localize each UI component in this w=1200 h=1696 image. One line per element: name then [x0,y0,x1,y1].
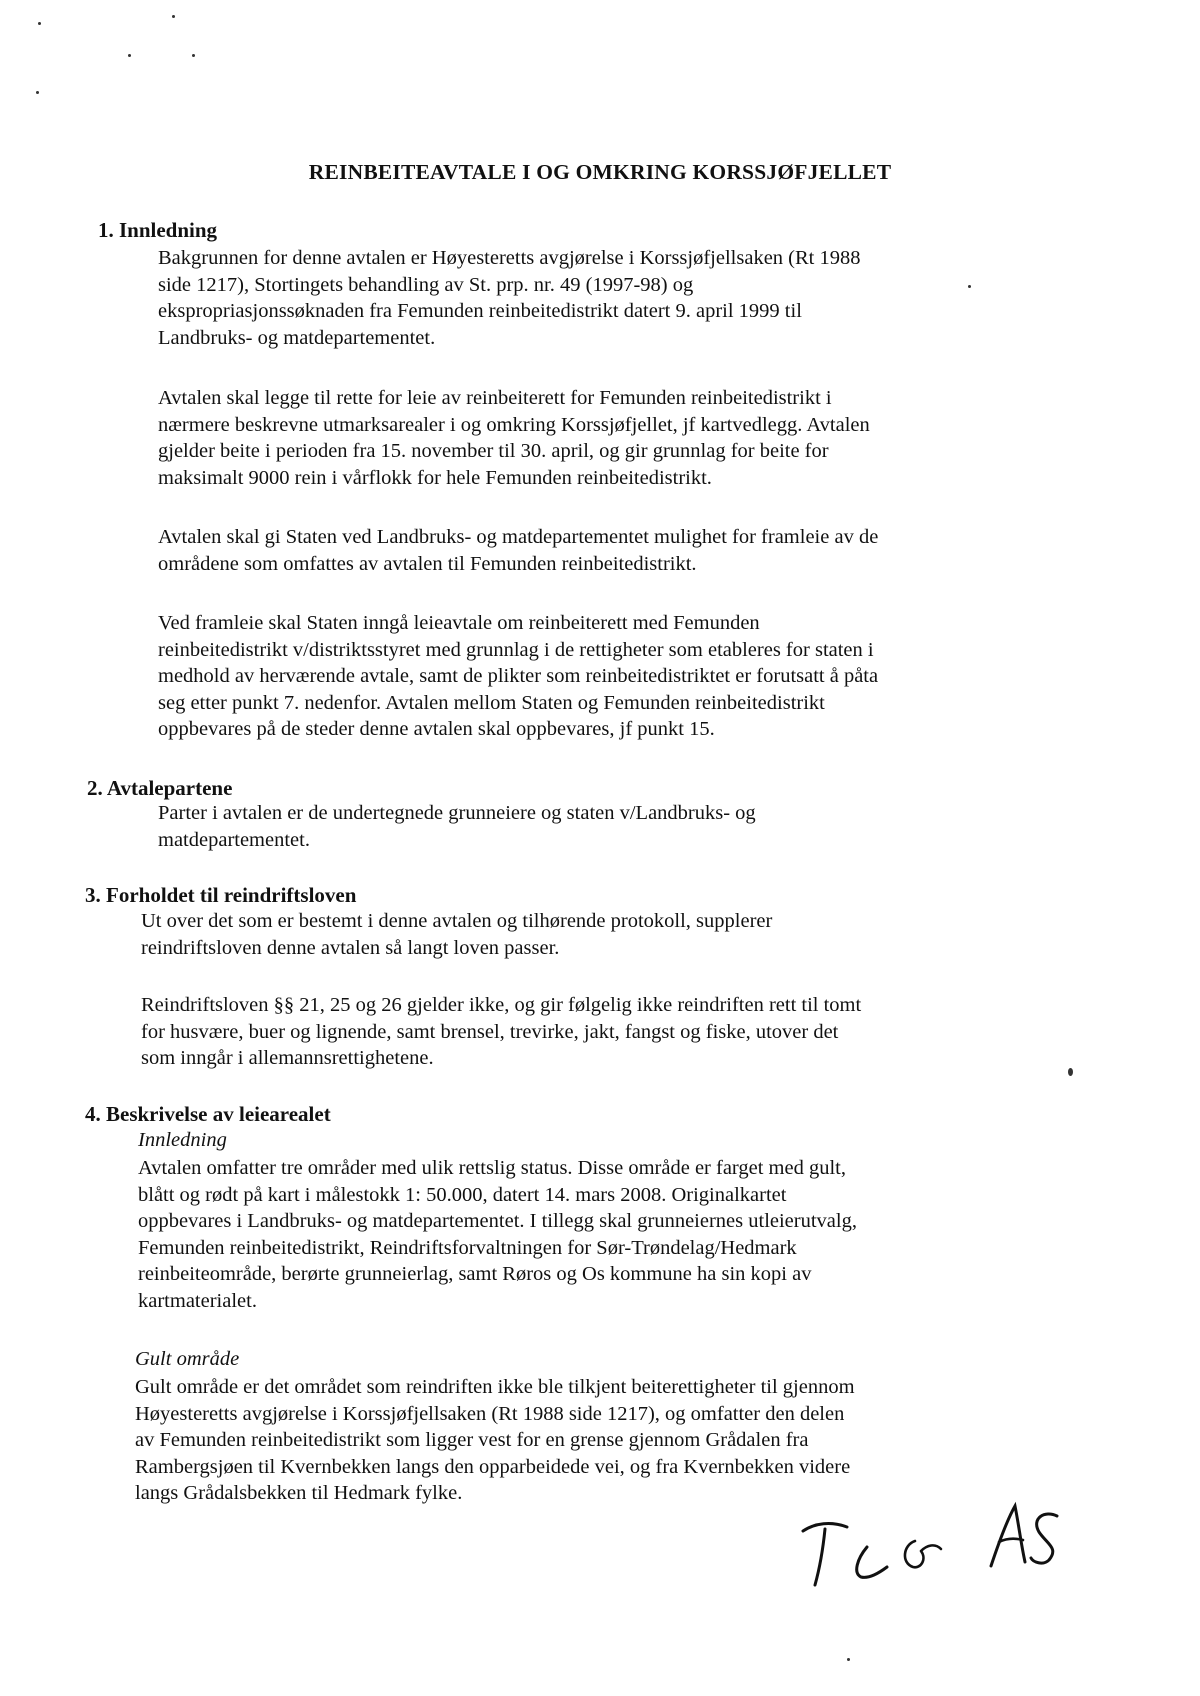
section-3-paragraph-1: Ut over det som er bestemt i denne avtalen og tilhørende protokoll, supplerer reindriftsloven denne avtalen så langt loven passer. [141,910,773,959]
scan-speck [172,15,175,18]
scan-speck [1068,1068,1073,1076]
section-2-heading: 2. Avtalepartene [87,776,233,800]
document-title: REINBEITEAVTALE I OG OMKRING KORSSJØFJELLET [308,160,892,184]
section-1-heading: 1. Innledning [98,218,218,242]
handwritten-initials-tl [795,1515,945,1595]
subsection-gult-heading: Gult område [135,1348,240,1370]
section-3-heading: 3. Forholdet til reindriftsloven [85,883,357,907]
section-1-paragraph-1: Bakgrunnen for denne avtalen er Høyesteretts avgjørelse i Korssjøfjellsaken (Rt 1988 side 1217), Stortingets behandling av St. prp. nr. 49 (1997-98) og ekspropriasjonssøknaden fra Femunden reinbeitedistrikt datert 9. april 1999 til Landbruks- og matdepartementet. [158,247,861,349]
section-4-heading: 4. Beskrivelse av leiearealet [85,1102,331,1126]
handwritten-initials-as [985,1500,1065,1580]
scan-speck [38,22,41,25]
section-3-paragraph-2: Reindriftsloven §§ 21, 25 og 26 gjelder ikke, og gir følgelig ikke reindriften rett til tomt for husvære, buer og lignende, samt brensel, trevirke, jakt, fangst og fiske, utover det som inngår i allemannsrettighetene. [141,994,862,1069]
subsection-innledning-heading: Innledning [138,1129,227,1151]
scan-speck [847,1658,850,1661]
section-1-paragraph-4: Ved framleie skal Staten inngå leieavtale om reinbeiterett med Femunden reinbeitedistrikt v/distriktsstyret med grunnlag i de rettigheter som etableres for staten i medhold av herværende avtale, samt de plikter som reinbeitedistriktet er forutsatt å påta seg etter punkt 7. nedenfor. Avtalen mellom Staten og Femunden reinbeitedistrikt oppbevares på de steder denne avtalen skal oppbevares, jf punkt 15. [158,612,879,740]
subsection-gult-text: Gult område er det området som reindriften ikke ble tilkjent beiterettigheter til gjennom Høyesteretts avgjørelse i Korssjøfjellsaken (Rt 1988 side 1217), og omfatter den delen av Femunden reinbeitedistrikt som ligger vest for en grense gjennom Grådalen fra Rambergsjøen til Kvernbekken langs den opparbeidede vei, og fra Kvernbekken videre langs Grådalsbekken til Hedmark fylke. [135,1376,855,1504]
section-1-paragraph-3: Avtalen skal gi Staten ved Landbruks- og matdepartementet mulighet for framleie av de områdene som omfattes av avtalen til Femunden reinbeitedistrikt. [158,526,879,575]
scan-speck [128,54,131,57]
section-2-paragraph-1: Parter i avtalen er de undertegnede grunneiere og staten v/Landbruks- og matdepartementet. [158,802,756,851]
scan-speck [36,91,39,94]
section-1-paragraph-2: Avtalen skal legge til rette for leie av reinbeiterett for Femunden reinbeitedistrikt i nærmere beskrevne utmarksarealer i og omkring Korssjøfjellet, jf kartvedlegg. Avtalen gjelder beite i perioden fra 15. november til 30. april, og gir grunnlag for beite for maksimalt 9000 rein i vårflokk for hele Femunden reinbeitedistrikt. [158,387,870,489]
subsection-innledning-text: Avtalen omfatter tre områder med ulik rettslig status. Disse område er farget med gult, blått og rødt på kart i målestokk 1: 50.000, datert 14. mars 2008. Originalkartet oppbevares i Landbruks- og matdepartementet. I tillegg skal grunneiernes utleierutvalg, Femunden reinbeitedistrikt, Reindriftsforvaltningen for Sør-Trøndelag/Hedmark reinbeiteområde, berørte grunneierlag, samt Røros og Os kommune ha sin kopi av kartmaterialet. [138,1157,857,1312]
scan-speck [192,54,195,57]
